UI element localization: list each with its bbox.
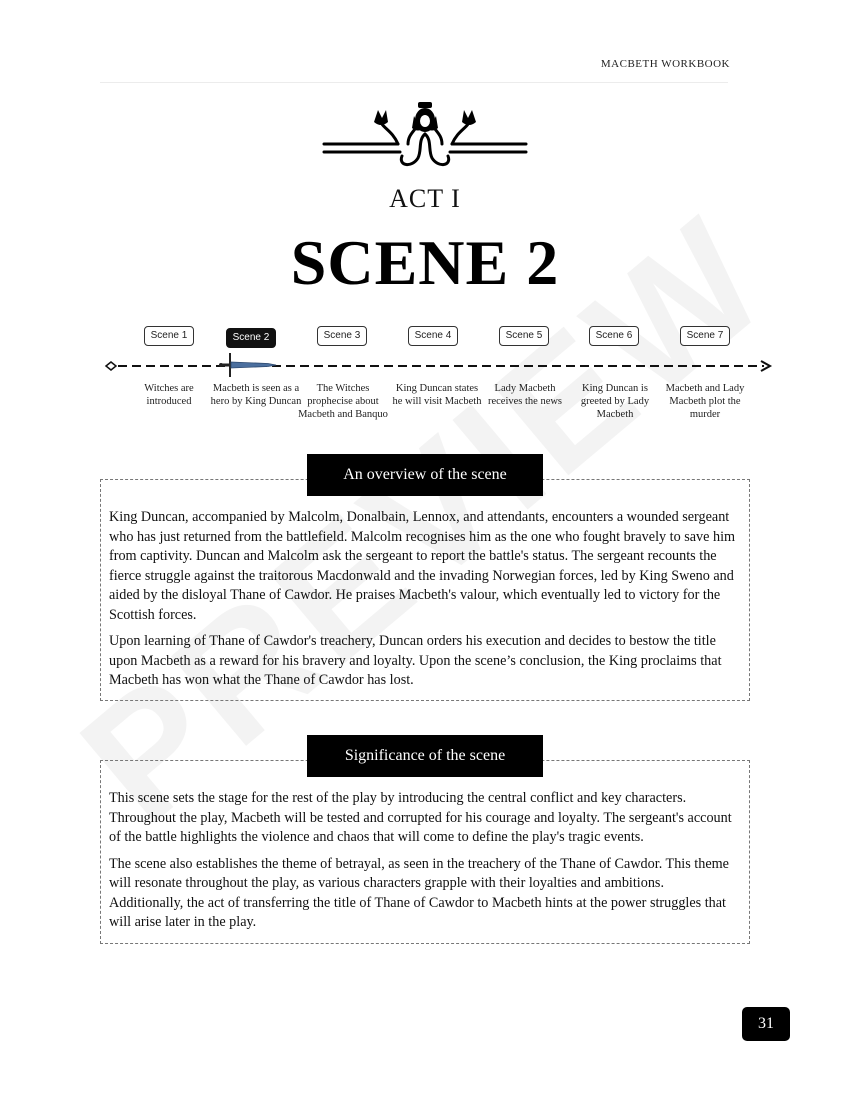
scene-desc-2: Macbeth is seen as a hero by King Duncan: [210, 383, 302, 407]
header-divider: [100, 82, 728, 83]
significance-paragraph-2: The scene also establishes the theme of betrayal, as seen in the treachery of the Thane of Cawdor. This theme will resonate throughout the play, as various characters grapple with their loyalties and ambitions. Additionally, the act of transferring the title of Thane of Cawdor to Macbeth hints at the power struggles that will arise later in the play.: [109, 855, 729, 930]
page-number: 31: [742, 1007, 790, 1041]
thistle-ornament-icon: [322, 100, 528, 170]
scene-title: SCENE 2: [290, 227, 560, 298]
scene-pill-2-active[interactable]: Scene 2: [226, 328, 276, 348]
scene-desc-5: Lady Macbeth receives the news: [487, 383, 563, 407]
scene-pill-7[interactable]: Scene 7: [680, 326, 730, 346]
overview-paragraph-2: Upon learning of Thane of Cawdor's treachery, Duncan orders his execution and decides to bestow the title upon Macbeth as a reward for his bravery and loyalty. Upon the scene’s conclusion, the King proclaims that Macbeth has won what the Thane of Cawdor has lost.: [109, 633, 722, 688]
overview-section: [100, 479, 750, 701]
scene-desc-6: King Duncan is greeted by Lady Macbeth: [580, 383, 650, 420]
sword-marker-icon: [218, 351, 278, 379]
scene-pill-5[interactable]: Scene 5: [499, 326, 549, 346]
scene-desc-7: Macbeth and Lady Macbeth plot the murder: [665, 383, 745, 420]
significance-paragraph-1: This scene sets the stage for the rest of the play by introducing the central conflict and key characters. Throughout the play, Macbeth will be tested and corrupted for his courage and loyalty. The sergeant's account of the battle highlights the violence and chaos that will come to define the play's tragic events.: [109, 790, 732, 845]
scene-pill-6[interactable]: Scene 6: [589, 326, 639, 346]
timeline-arrow: [104, 355, 774, 377]
running-header: MACBETH WORKBOOK: [600, 58, 730, 70]
overview-heading: An overview of the scene: [307, 454, 543, 496]
significance-section: [100, 760, 750, 944]
act-label: ACT I: [389, 184, 461, 213]
scene-desc-4: King Duncan states he will visit Macbeth: [392, 383, 482, 407]
scene-pill-1[interactable]: Scene 1: [144, 326, 194, 346]
scene-pill-4[interactable]: Scene 4: [408, 326, 458, 346]
overview-paragraph-1: King Duncan, accompanied by Malcolm, Donalbain, Lennox, and attendants, encounters a wounded sergeant who has just returned from the battlefield. Malcolm recognises him as the one who fought bravely to save him from captivity. Duncan and Malcolm ask the sergeant to report the battle's status. The sergeant recounts the fierce struggle against the traitorous Macdonwald and the invading Norwegian forces, led by King Sweno and aided by the disloyal Thane of Cawdor. He praises Macbeth's valour, which eventually led to victory for the Scottish forces.: [109, 509, 736, 623]
scene-desc-1: Witches are introduced: [144, 383, 194, 407]
scene-pill-3[interactable]: Scene 3: [317, 326, 367, 346]
significance-heading: Significance of the scene: [307, 735, 543, 777]
scene-desc-3: The Witches prophecise about Macbeth and Banquo: [298, 383, 388, 420]
